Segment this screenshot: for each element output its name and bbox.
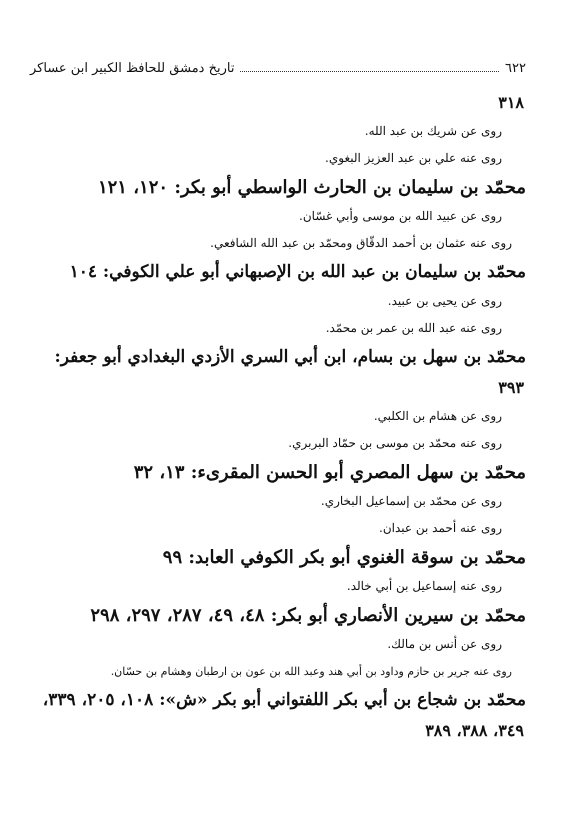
narrated-by-line: روى عنه علي بن عبد العزيز البغوي. <box>325 151 502 165</box>
index-entries <box>30 88 526 746</box>
continuation-line: ٣٤٩، ٣٨٨، ٣٨٩ <box>425 721 524 740</box>
narrated-from-line: روى عن هشام بن الكلبي. <box>373 409 502 423</box>
narrated-by-line: روى عنه محمّد بن موسى بن حمّاد البربري. <box>288 436 502 450</box>
book-title: تاريخ دمشق للحافظ الكبير ابن عساكر <box>30 61 235 76</box>
entry-name: محمّد بن سليمان بن الحارث الواسطي أبو بكر: ١٢٠، ١٢١ <box>97 177 526 198</box>
narrated-from-line: روى عن عبيد الله بن موسى وأبي غسّان. <box>299 209 502 223</box>
narrated-by-line: روى عنه عبد الله بن عمر بن محمّد. <box>325 321 502 335</box>
continuation-line: ٣٩٣ <box>498 378 524 397</box>
narrated-from-line: روى عن أنس بن مالك. <box>387 637 502 651</box>
entry-name: محمّد بن سهل بن بسام، ابن أبي السري الأزدي البغدادي أبو جعفر: <box>54 347 526 367</box>
entry-name: محمّد بن سليمان بن عبد الله بن الإصبهاني أبو علي الكوفي: ١٠٤ <box>69 262 526 282</box>
narrated-by-line: روى عنه إسماعيل بن أبي خالد. <box>346 579 502 593</box>
entry-name: محمّد بن سوقة الغنوي أبو بكر الكوفي العابد: ٩٩ <box>162 547 526 568</box>
running-header <box>30 56 526 82</box>
page-number: ٦٢٢ <box>505 61 526 76</box>
entry-name: محمّد بن سيرين الأنصاري أبو بكر: ٤٨، ٤٩، ٢٨٧، ٢٩٧، ٢٩٨ <box>90 605 526 626</box>
leader-dots <box>240 57 499 72</box>
narrated-by-line: روى عنه أحمد بن عبدان. <box>379 521 502 535</box>
narrated-by-line: روى عنه عثمان بن أحمد الدقّاق ومحمّد بن عبد الله الشافعي. <box>210 236 512 250</box>
narrated-from-line: روى عن شريك بن عبد الله. <box>364 124 502 138</box>
continuation-line: ٣١٨ <box>498 93 524 112</box>
entry-name: محمّد بن سهل المصري أبو الحسن المقرىء: ١٣، ٣٢ <box>133 462 526 483</box>
entry-name: محمّد بن شجاع بن أبي بكر اللفتواني أبو بكر «ش»: ١٠٨، ٢٠٥، ٣٣٩، <box>42 690 526 710</box>
narrated-by-line: روى عنه جرير بن حازم وداود بن أبي هند وعبد الله بن عون بن ارطبان وهشام بن حسّان. <box>110 665 512 678</box>
narrated-from-line: روى عن يحيى بن عبيد. <box>387 294 502 308</box>
narrated-from-line: روى عن محمّد بن إسماعيل البخاري. <box>320 494 502 508</box>
